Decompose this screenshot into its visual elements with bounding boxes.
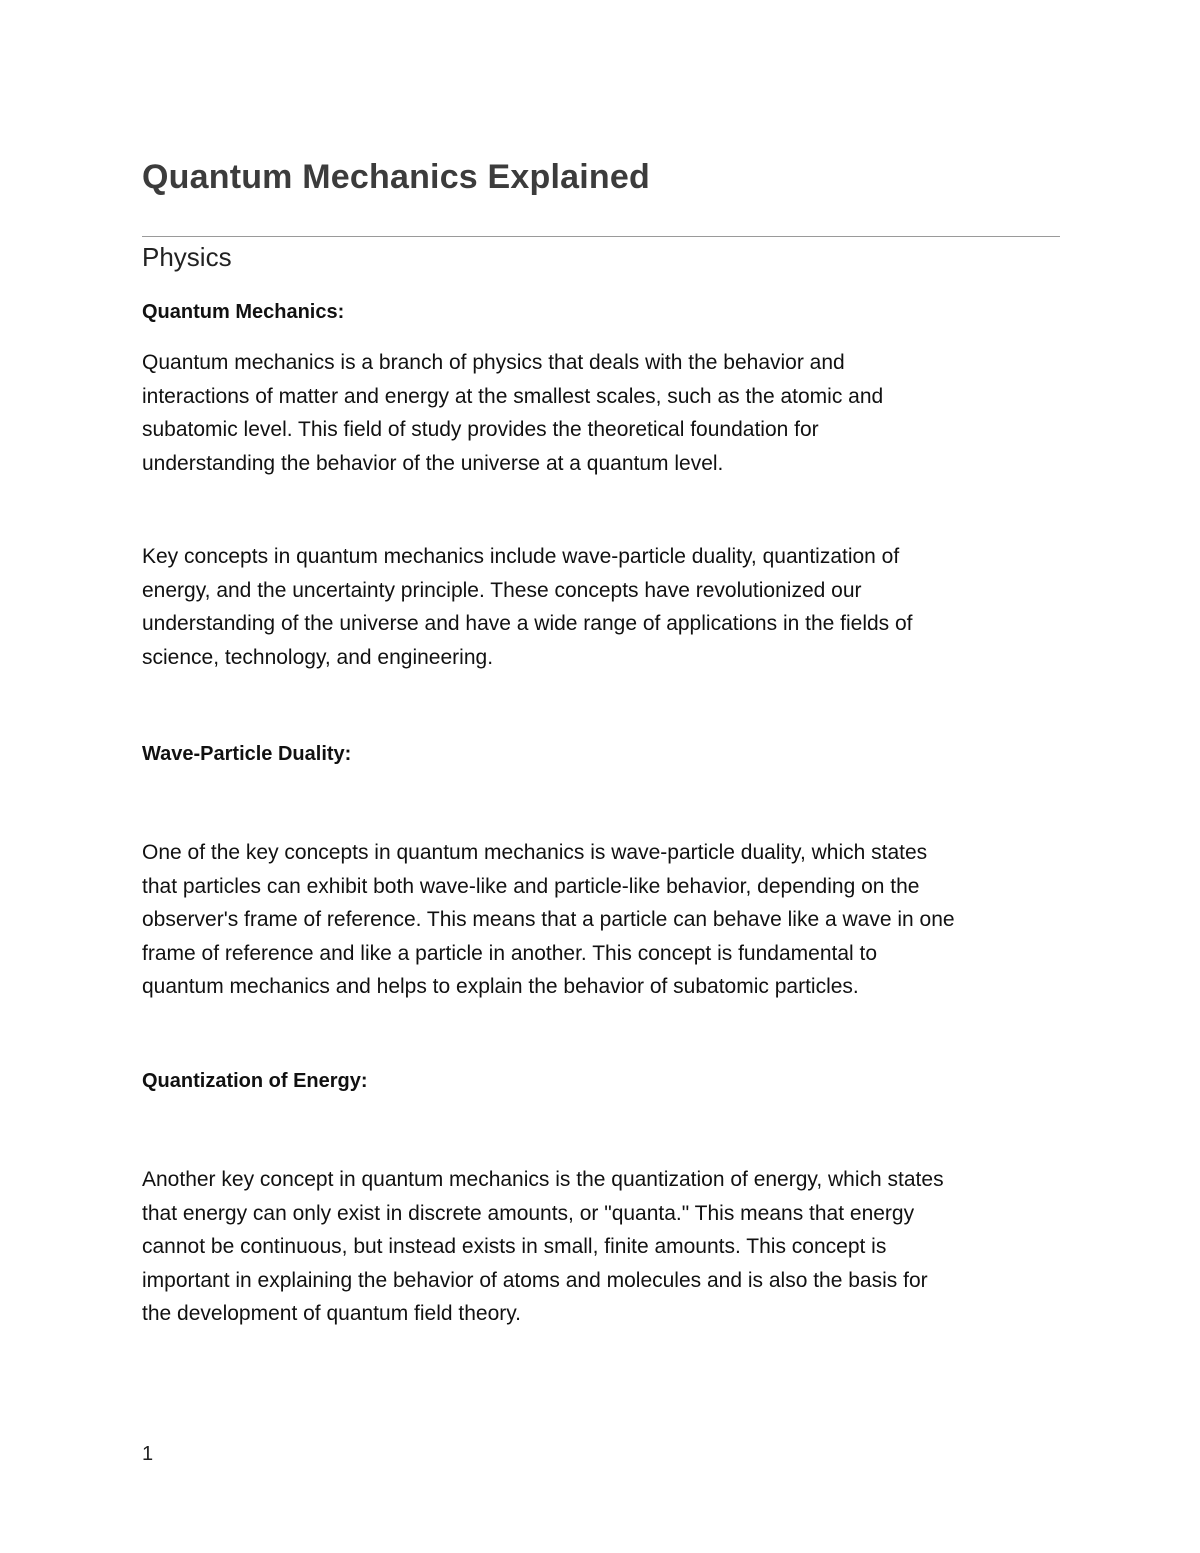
section-heading-wave-particle-duality: Wave-Particle Duality: — [142, 743, 352, 765]
paragraph-line: understanding the behavior of the universe at a quantum level. — [142, 451, 724, 475]
paragraph-key-concepts — [142, 540, 913, 674]
section-heading-quantum-mechanics: Quantum Mechanics: — [142, 301, 345, 323]
paragraph-line: One of the key concepts in quantum mechanics is wave-particle duality, which states — [142, 841, 928, 864]
paragraph-line: observer's frame of reference. This means that a particle can behave like a wave in one — [142, 908, 955, 931]
paragraph-line: the development of quantum field theory. — [142, 1302, 522, 1325]
section-heading-quantization-of-energy: Quantization of Energy: — [142, 1070, 368, 1092]
paragraph-quantum-mechanics-intro — [142, 346, 883, 480]
paragraph-line: quantum mechanics and helps to explain the behavior of subatomic particles. — [142, 975, 859, 998]
paragraph-line: understanding of the universe and have a wide range of applications in the fields of — [142, 612, 913, 635]
title-divider — [142, 236, 1060, 237]
paragraph-line: interactions of matter and energy at the smallest scales, such as the atomic and — [142, 384, 884, 408]
paragraph-line: energy, and the uncertainty principle. These concepts have revolutionized our — [142, 578, 862, 602]
paragraph-line: Another key concept in quantum mechanics is the quantization of energy, which states — [142, 1168, 944, 1191]
paragraph-quantization-of-energy — [142, 1163, 944, 1331]
paragraph-line: cannot be continuous, but instead exists in small, finite amounts. This concept is — [142, 1235, 887, 1258]
paragraph-line: important in explaining the behavior of atoms and molecules and is also the basis for — [142, 1268, 928, 1292]
page-number: 1 — [142, 1443, 154, 1465]
document-title: Quantum Mechanics Explained — [142, 158, 650, 196]
paragraph-line: frame of reference and like a particle in another. This concept is fundamental to — [142, 941, 878, 965]
paragraph-line: science, technology, and engineering. — [142, 645, 494, 669]
paragraph-line: that particles can exhibit both wave-like and particle-like behavior, depending on the — [142, 874, 920, 898]
paragraph-wave-particle-duality — [142, 836, 955, 1004]
paragraph-line: Key concepts in quantum mechanics include wave-particle duality, quantization of — [142, 545, 900, 568]
paragraph-line: Quantum mechanics is a branch of physics that deals with the behavior and — [142, 351, 845, 374]
paragraph-line: subatomic level. This field of study provides the theoretical foundation for — [142, 418, 819, 441]
paragraph-line: that energy can only exist in discrete amounts, or "quanta." This means that energy — [142, 1201, 915, 1225]
subject-subtitle: Physics — [142, 242, 232, 272]
